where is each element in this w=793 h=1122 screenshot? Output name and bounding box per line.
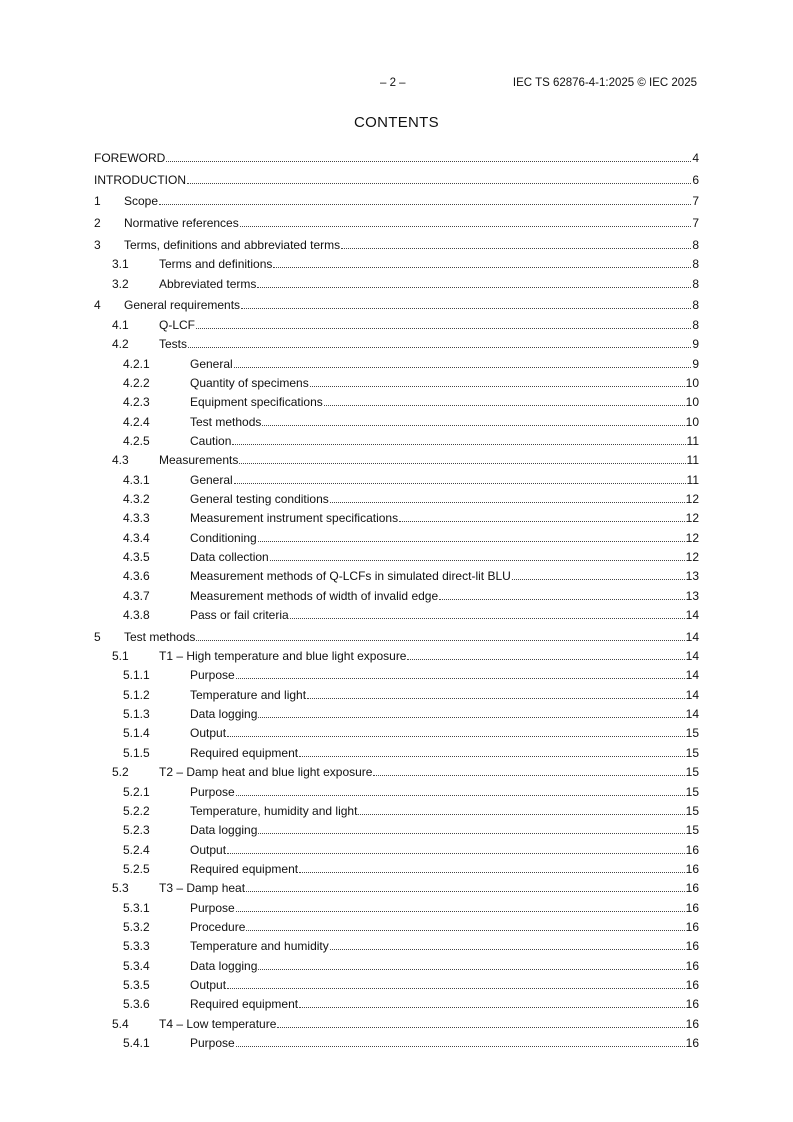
toc-entry[interactable] bbox=[94, 742, 699, 761]
toc-entry-page: 16 bbox=[685, 900, 699, 915]
toc-entry-page: 15 bbox=[685, 765, 699, 780]
toc-entry[interactable] bbox=[94, 704, 699, 723]
toc-entry-number: 5.3.3 bbox=[123, 939, 150, 954]
dot-leader bbox=[310, 374, 685, 387]
dot-leader bbox=[290, 606, 685, 619]
toc-entry-label: T3 – Damp heat bbox=[159, 881, 246, 896]
toc-entry-page: 12 bbox=[685, 530, 699, 545]
dot-leader bbox=[512, 567, 685, 580]
toc-entry-label: Output bbox=[190, 977, 227, 992]
toc-entry-page: 12 bbox=[685, 511, 699, 526]
toc-entry[interactable] bbox=[94, 1013, 699, 1032]
toc-entry-label: Q-LCF bbox=[159, 317, 195, 332]
dot-leader bbox=[324, 393, 685, 406]
toc-entry-number: 4.3.2 bbox=[123, 491, 150, 506]
dot-leader bbox=[227, 724, 685, 737]
toc-entry-number: 5.1.1 bbox=[123, 668, 150, 683]
toc-entry-label: Purpose bbox=[190, 784, 235, 799]
toc-entry-number: 4.3.7 bbox=[123, 588, 150, 603]
toc-entry[interactable] bbox=[94, 665, 699, 684]
dot-leader bbox=[241, 296, 691, 309]
toc-entry-number: 5.1.2 bbox=[123, 687, 150, 702]
toc-entry[interactable] bbox=[94, 273, 699, 292]
toc-entry-label: Measurement instrument specifications bbox=[190, 511, 399, 526]
toc-entry-number: 4.3.6 bbox=[123, 569, 150, 584]
toc-entry[interactable] bbox=[94, 820, 699, 839]
dot-leader bbox=[236, 899, 685, 912]
dot-leader bbox=[358, 802, 684, 815]
toc-entry-page: 15 bbox=[685, 823, 699, 838]
dot-leader bbox=[277, 1015, 684, 1028]
toc-entry[interactable] bbox=[94, 684, 699, 703]
toc-entry-label: Data logging bbox=[190, 707, 258, 722]
toc-entry-page: 14 bbox=[685, 649, 699, 664]
toc-entry-number: 5.2.5 bbox=[123, 861, 150, 876]
toc-entry-page: 8 bbox=[692, 317, 699, 332]
toc-entry-number: 5.2.4 bbox=[123, 842, 150, 857]
toc-entry-number: 5 bbox=[94, 629, 101, 644]
toc-entry-page: 14 bbox=[685, 707, 699, 722]
dot-leader bbox=[234, 471, 686, 484]
toc-entry-label: Measurements bbox=[159, 453, 239, 468]
toc-entry[interactable] bbox=[94, 167, 699, 189]
toc-entry-number: 3.2 bbox=[112, 276, 129, 291]
toc-entry-label: Quantity of specimens bbox=[190, 375, 309, 390]
dot-leader bbox=[232, 432, 685, 445]
dot-leader bbox=[236, 1034, 685, 1047]
toc-entry-page: 15 bbox=[685, 784, 699, 799]
toc-entry-label: Caution bbox=[190, 433, 232, 448]
toc-entry-page: 15 bbox=[685, 745, 699, 760]
dot-leader bbox=[196, 316, 691, 329]
toc-entry[interactable] bbox=[94, 897, 699, 916]
toc-entry-page: 8 bbox=[692, 298, 699, 313]
dot-leader bbox=[330, 490, 685, 503]
toc-entry-page: 16 bbox=[685, 842, 699, 857]
toc-entry[interactable] bbox=[94, 293, 699, 315]
dot-leader bbox=[196, 628, 684, 641]
dot-leader bbox=[407, 647, 684, 660]
toc-entry-label: Tests bbox=[159, 337, 188, 352]
toc-entry-page: 16 bbox=[685, 881, 699, 896]
toc-entry-page: 12 bbox=[685, 491, 699, 506]
dot-leader bbox=[159, 192, 691, 205]
toc-entry[interactable] bbox=[94, 373, 699, 392]
toc-entry-label: Terms and definitions bbox=[159, 257, 273, 272]
toc-entry[interactable] bbox=[94, 431, 699, 450]
toc-entry-page: 16 bbox=[685, 919, 699, 934]
dot-leader bbox=[299, 995, 685, 1008]
toc-entry-label: Pass or fail criteria bbox=[190, 607, 289, 622]
toc-entry-label: Temperature and light bbox=[190, 687, 307, 702]
toc-entry[interactable] bbox=[94, 955, 699, 974]
toc-entry-page: 16 bbox=[685, 977, 699, 992]
toc-entry-number: 5.3.1 bbox=[123, 900, 150, 915]
toc-entry-page: 8 bbox=[692, 257, 699, 272]
toc-entry[interactable] bbox=[94, 353, 699, 372]
toc-entry[interactable] bbox=[94, 605, 699, 624]
dot-leader bbox=[341, 236, 691, 249]
dot-leader bbox=[258, 529, 685, 542]
toc-entry[interactable] bbox=[94, 566, 699, 585]
dot-leader bbox=[258, 957, 684, 970]
toc-entry-number: 4.3.8 bbox=[123, 607, 150, 622]
toc-entry[interactable] bbox=[94, 334, 699, 353]
toc-entry-number: 4.1 bbox=[112, 317, 129, 332]
toc-entry-number: 4.3.1 bbox=[123, 472, 150, 487]
dot-leader bbox=[239, 451, 685, 464]
toc-entry-label: Data logging bbox=[190, 958, 258, 973]
toc-entry[interactable] bbox=[94, 585, 699, 604]
dot-leader bbox=[299, 860, 685, 873]
toc-entry-page: 16 bbox=[685, 861, 699, 876]
toc-entry-page: 16 bbox=[685, 1035, 699, 1050]
toc-entry-page: 10 bbox=[685, 395, 699, 410]
toc-entry-page: 14 bbox=[685, 668, 699, 683]
toc-entry-number: 5.2.2 bbox=[123, 803, 150, 818]
toc-entry[interactable] bbox=[94, 762, 699, 781]
toc-entry-number: 5.3.4 bbox=[123, 958, 150, 973]
toc-entry[interactable] bbox=[94, 314, 699, 333]
toc-entry-page: 11 bbox=[686, 472, 699, 487]
toc-entry-page: 7 bbox=[692, 216, 699, 231]
dot-leader bbox=[257, 275, 691, 288]
toc-entry-page: 15 bbox=[685, 726, 699, 741]
toc-entry-page: 13 bbox=[685, 569, 699, 584]
toc-entry-page: 8 bbox=[692, 276, 699, 291]
table-of-contents bbox=[94, 145, 699, 1052]
toc-entry[interactable] bbox=[94, 232, 699, 254]
toc-entry-number: 4.3.4 bbox=[123, 530, 150, 545]
toc-entry[interactable] bbox=[94, 994, 699, 1013]
toc-entry-label: Data logging bbox=[190, 823, 258, 838]
toc-entry-label: General bbox=[190, 356, 233, 371]
toc-entry-label: Measurement methods of width of invalid edge bbox=[190, 588, 439, 603]
toc-entry-page: 14 bbox=[685, 629, 699, 644]
toc-entry-number: 5.2 bbox=[112, 765, 129, 780]
toc-entry-page: 14 bbox=[685, 607, 699, 622]
toc-entry[interactable] bbox=[94, 210, 699, 232]
toc-entry-number: 1 bbox=[94, 194, 101, 209]
toc-entry[interactable] bbox=[94, 781, 699, 800]
toc-entry-label: Purpose bbox=[190, 900, 235, 915]
dot-leader bbox=[166, 149, 691, 162]
toc-entry-label: General testing conditions bbox=[190, 491, 329, 506]
toc-entry[interactable] bbox=[94, 411, 699, 430]
toc-entry-number: 5.4.1 bbox=[123, 1035, 150, 1050]
toc-entry-label: T4 – Low temperature bbox=[159, 1016, 277, 1031]
toc-entry-page: 16 bbox=[685, 939, 699, 954]
toc-entry-page: 10 bbox=[685, 414, 699, 429]
toc-entry-label: Data collection bbox=[190, 549, 269, 564]
toc-entry-label: T2 – Damp heat and blue light exposure bbox=[159, 765, 373, 780]
toc-entry-label: Purpose bbox=[190, 1035, 235, 1050]
toc-entry[interactable] bbox=[94, 469, 699, 488]
dot-leader bbox=[299, 744, 685, 757]
toc-entry-number: 4.2.2 bbox=[123, 375, 150, 390]
dot-leader bbox=[273, 255, 691, 268]
dot-leader bbox=[227, 841, 685, 854]
toc-entry-label: Measurement methods of Q-LCFs in simulated direct-lit BLU bbox=[190, 569, 511, 584]
toc-entry[interactable] bbox=[94, 646, 699, 665]
toc-entry-number: 5.4 bbox=[112, 1016, 129, 1031]
toc-entry-number: 5.3.5 bbox=[123, 977, 150, 992]
toc-entry-label: Equipment specifications bbox=[190, 395, 323, 410]
toc-entry[interactable] bbox=[94, 975, 699, 994]
toc-entry-number: 5.3 bbox=[112, 881, 129, 896]
toc-entry-number: 4 bbox=[94, 298, 101, 313]
toc-entry[interactable] bbox=[94, 839, 699, 858]
toc-entry[interactable] bbox=[94, 723, 699, 742]
toc-entry-label: T1 – High temperature and blue light exposure bbox=[159, 649, 407, 664]
toc-entry-label: Output bbox=[190, 842, 227, 857]
toc-entry-page: 10 bbox=[685, 375, 699, 390]
toc-entry-page: 4 bbox=[692, 150, 699, 165]
toc-entry-label: Scope bbox=[124, 194, 159, 209]
toc-entry-number: 5.1.4 bbox=[123, 726, 150, 741]
toc-entry-page: 13 bbox=[685, 588, 699, 603]
toc-entry-page: 16 bbox=[685, 1016, 699, 1031]
toc-entry-label: Temperature and humidity bbox=[190, 939, 329, 954]
toc-entry[interactable] bbox=[94, 527, 699, 546]
toc-entry-label: Purpose bbox=[190, 668, 235, 683]
toc-entry-page: 15 bbox=[685, 803, 699, 818]
page-number: – 2 – bbox=[380, 77, 406, 89]
dot-leader bbox=[262, 413, 684, 426]
toc-entry[interactable] bbox=[94, 624, 699, 646]
toc-entry-page: 6 bbox=[692, 172, 699, 187]
dot-leader bbox=[307, 686, 685, 699]
toc-entry-label: Output bbox=[190, 726, 227, 741]
toc-entry-number: 4.2.1 bbox=[123, 356, 150, 371]
dot-leader bbox=[234, 355, 692, 368]
dot-leader bbox=[236, 783, 685, 796]
dot-leader bbox=[373, 763, 684, 776]
toc-entry[interactable] bbox=[94, 508, 699, 527]
toc-entry-number: 5.1.3 bbox=[123, 707, 150, 722]
toc-entry-page: 9 bbox=[692, 356, 699, 371]
toc-entry-number: 4.3.5 bbox=[123, 549, 150, 564]
toc-entry-page: 8 bbox=[692, 237, 699, 252]
toc-entry[interactable] bbox=[94, 917, 699, 936]
toc-entry-number: 2 bbox=[94, 216, 101, 231]
page-title: CONTENTS bbox=[354, 114, 439, 131]
toc-entry-label: Required equipment bbox=[190, 745, 299, 760]
toc-entry-label: Temperature, humidity and light bbox=[190, 803, 358, 818]
toc-entry-number: 3 bbox=[94, 237, 101, 252]
toc-entry-number: 5.2.1 bbox=[123, 784, 150, 799]
toc-entry-label: Test methods bbox=[190, 414, 262, 429]
toc-entry[interactable] bbox=[94, 392, 699, 411]
toc-entry-page: 12 bbox=[685, 549, 699, 564]
toc-entry-label: FOREWORD bbox=[94, 150, 166, 165]
toc-entry-number: 3.1 bbox=[112, 257, 129, 272]
toc-entry-page: 9 bbox=[692, 337, 699, 352]
toc-entry[interactable] bbox=[94, 801, 699, 820]
dot-leader bbox=[399, 509, 685, 522]
toc-entry[interactable] bbox=[94, 878, 699, 897]
toc-entry-number: 4.2.3 bbox=[123, 395, 150, 410]
dot-leader bbox=[246, 879, 685, 892]
dot-leader bbox=[246, 918, 684, 931]
dot-leader bbox=[258, 705, 684, 718]
dot-leader bbox=[236, 666, 685, 679]
toc-entry-number: 5.3.2 bbox=[123, 919, 150, 934]
toc-entry-page: 16 bbox=[685, 958, 699, 973]
toc-entry-label: Conditioning bbox=[190, 530, 257, 545]
dot-leader bbox=[187, 171, 691, 184]
toc-entry[interactable] bbox=[94, 1033, 699, 1052]
toc-entry[interactable] bbox=[94, 547, 699, 566]
toc-entry-label: Test methods bbox=[124, 629, 196, 644]
toc-entry[interactable] bbox=[94, 489, 699, 508]
toc-entry-number: 4.3.3 bbox=[123, 511, 150, 526]
toc-entry-label: General requirements bbox=[124, 298, 241, 313]
toc-entry-label: Abbreviated terms bbox=[159, 276, 257, 291]
toc-entry[interactable] bbox=[94, 189, 699, 211]
toc-entry[interactable] bbox=[94, 145, 699, 167]
toc-entry-label: Normative references bbox=[124, 216, 239, 231]
toc-entry-number: 4.2.5 bbox=[123, 433, 150, 448]
toc-entry-number: 4.3 bbox=[112, 453, 129, 468]
dot-leader bbox=[227, 976, 685, 989]
toc-entry[interactable] bbox=[94, 936, 699, 955]
toc-entry-number: 5.2.3 bbox=[123, 823, 150, 838]
dot-leader bbox=[330, 937, 685, 950]
toc-entry[interactable] bbox=[94, 450, 699, 469]
toc-entry-label: Required equipment bbox=[190, 861, 299, 876]
toc-entry-label: Procedure bbox=[190, 919, 246, 934]
dot-leader bbox=[240, 214, 692, 227]
toc-entry-number: 5.1.5 bbox=[123, 745, 150, 760]
toc-entry-label: Required equipment bbox=[190, 997, 299, 1012]
dot-leader bbox=[258, 821, 684, 834]
toc-entry-label: INTRODUCTION bbox=[94, 172, 186, 187]
toc-entry-label: General bbox=[190, 472, 233, 487]
toc-entry-page: 7 bbox=[692, 194, 699, 209]
toc-entry-number: 5.1 bbox=[112, 649, 129, 664]
toc-entry-number: 4.2.4 bbox=[123, 414, 150, 429]
dot-leader bbox=[188, 335, 691, 348]
dot-leader bbox=[439, 587, 685, 600]
toc-entry-page: 11 bbox=[686, 453, 699, 468]
toc-entry[interactable] bbox=[94, 254, 699, 273]
toc-entry-page: 16 bbox=[685, 997, 699, 1012]
toc-entry-number: 4.2 bbox=[112, 337, 129, 352]
toc-entry-label: Terms, definitions and abbreviated terms bbox=[124, 237, 341, 252]
toc-entry-number: 5.3.6 bbox=[123, 997, 150, 1012]
page-header bbox=[0, 77, 793, 93]
dot-leader bbox=[270, 548, 685, 561]
toc-entry[interactable] bbox=[94, 859, 699, 878]
document-reference: IEC TS 62876-4-1:2025 © IEC 2025 bbox=[512, 77, 697, 89]
toc-entry-page: 11 bbox=[686, 433, 699, 448]
toc-entry-page: 14 bbox=[685, 687, 699, 702]
